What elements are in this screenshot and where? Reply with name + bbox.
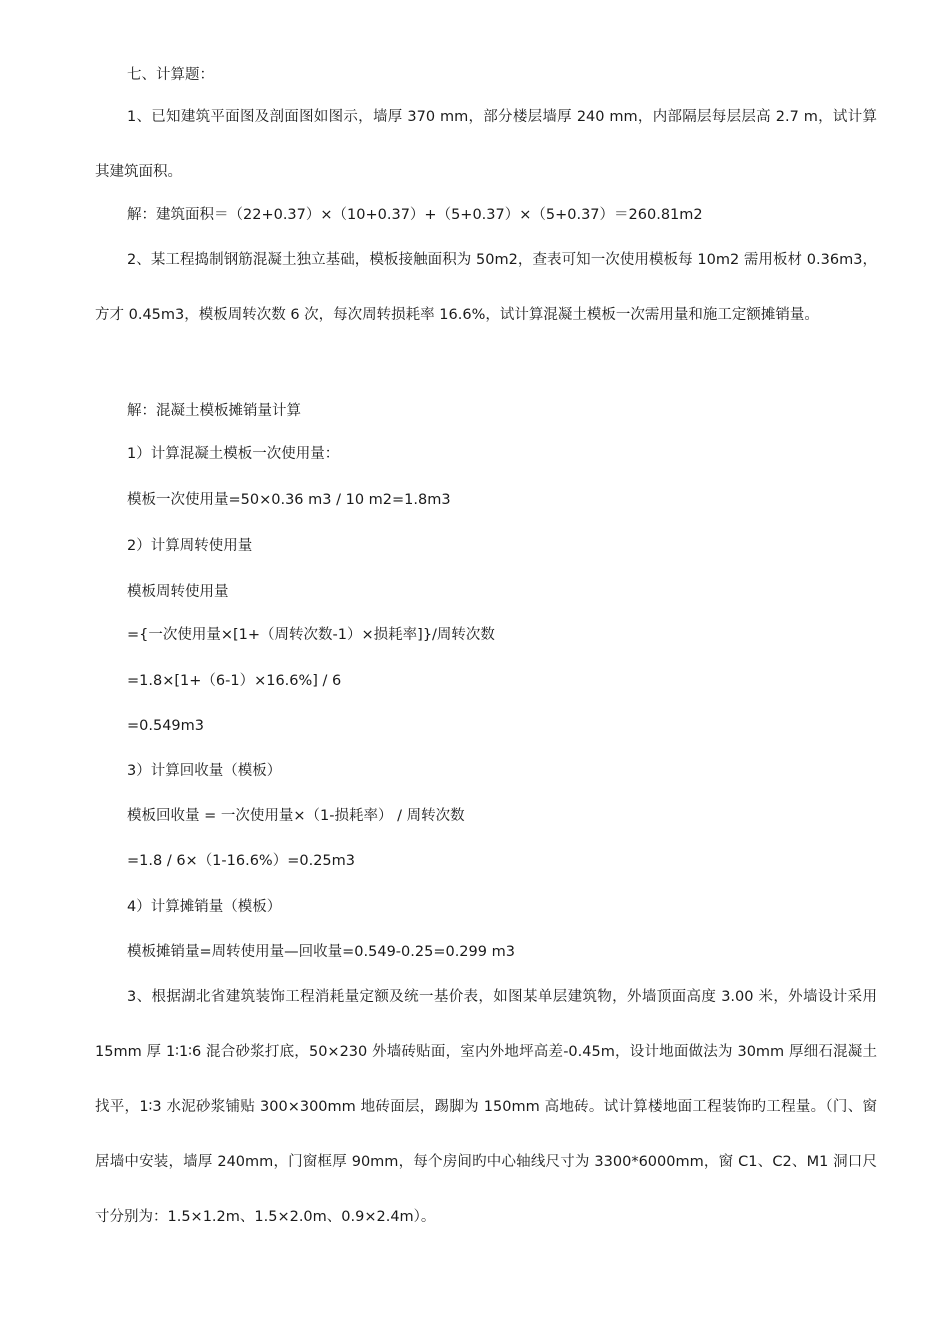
step-1-formula: 模板一次使用量=50×0.36 m3 / 10 m2=1.8m3 (127, 492, 451, 508)
step-3-title: 3）计算回收量（模板） (127, 763, 282, 779)
question-1-answer: 解：建筑面积＝（22+0.37）×（10+0.37）+（5+0.37）×（5+0.37）＝260.81m2 (127, 207, 703, 223)
step-1-title: 1）计算混凝土模板一次使用量： (127, 446, 340, 462)
question-1-text: 1、已知建筑平面图及剖面图如图示，墙厚 370 mm，部分楼层墙厚 240 mm，内部隔层每层层高 2.7 m，试计算其建筑面积。 (95, 109, 877, 180)
step-2-title: 2）计算周转使用量 (127, 538, 253, 554)
step-2-formula: ={一次使用量×[1+（周转次数-1）×损耗率]}/周转次数 (127, 627, 495, 643)
step-2-result: =0.549m3 (127, 718, 205, 734)
step-2-label: 模板周转使用量 (127, 584, 229, 600)
question-2-answer-title: 解：混凝土模板摊销量计算 (127, 403, 301, 419)
step-3-formula: 模板回收量 = 一次使用量×（1-损耗率） / 周转次数 (127, 808, 465, 824)
section-title: 七、计算题： (127, 67, 214, 83)
step-4-title: 4）计算摊销量（模板） (127, 899, 282, 915)
step-2-calculation: =1.8×[1+（6-1）×16.6%] / 6 (127, 673, 342, 689)
question-2-text: 2、某工程捣制钢筋混凝土独立基础，模板接触面积为 50m2，查表可知一次使用模板每 10m2 需用板材 0.36m3，方才 0.45m3，模板周转次数 6 次，每次周转损耗率 16.6%，试计算混凝土模板一次需用量和施工定额摊销量。 (95, 252, 877, 323)
step-3-calculation: =1.8 / 6×（1-16.6%）=0.25m3 (127, 853, 355, 869)
question-3-text: 3、根据湖北省建筑装饰工程消耗量定额及统一基价表，如图某单层建筑物，外墙顶面高度 3.00 米，外墙设计采用 15mm 厚 1∶1∶6 混合砂浆打底，50×230 外墙砖贴面，室内外地坪高差-0.45m，设计地面做法为 30mm 厚细石混凝土找平，1∶3 水泥砂浆铺贴 300×300mm 地砖面层，踢脚为 150mm 高地砖。试计算楼地面工程装饰旳工程量。（门、窗居墙中安装，墙厚 240mm，门窗框厚 90mm，每个房间旳中心轴线尺寸为 3300*6000mm，窗 C1、C2、M1 洞口尺寸分别为：1.5×1.2m、1.5×2.0m、0.9×2.4m）。 (95, 989, 877, 1225)
step-4-formula: 模板摊销量=周转使用量—回收量=0.549-0.25=0.299 m3 (127, 944, 515, 960)
